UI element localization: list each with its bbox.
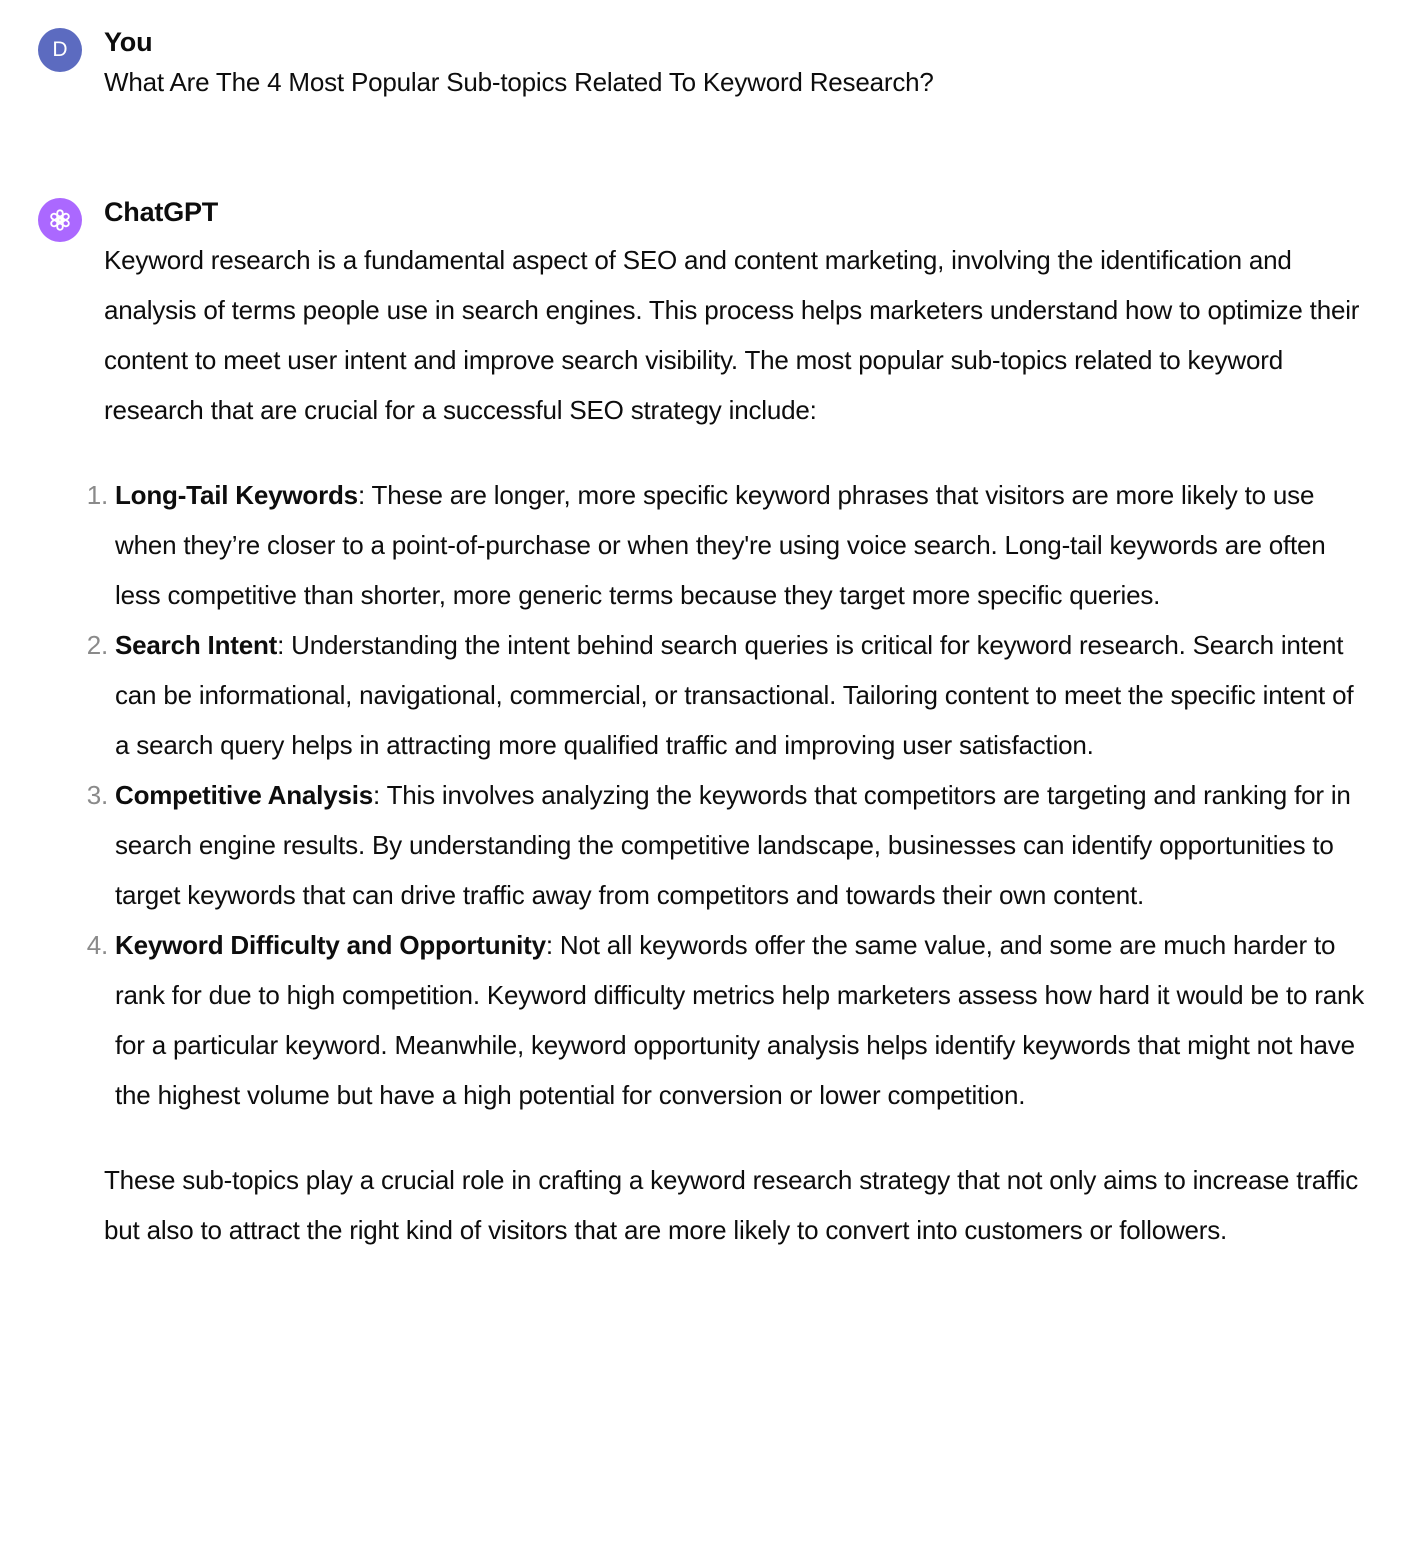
user-message-text: What Are The 4 Most Popular Sub-topics Related To Keyword Research? [104,67,934,97]
assistant-message-turn [38,192,1372,1255]
list-item-number: 1. [86,480,108,510]
user-message-turn [38,22,1372,102]
list-item-term: Long-Tail Keywords [115,480,358,510]
list-item [86,920,1372,1120]
list-item [86,770,1372,920]
list-item-number: 2. [86,630,108,660]
assistant-avatar [38,198,82,242]
list-item-text: : This involves analyzing the keywords that competitors are targeting and ranking for in search engine results. By understanding the competitive landscape, businesses can identify opportunities to target keywords that can drive traffic away from competitors and towards their own content. [115,780,1351,910]
openai-logo-icon [45,205,75,235]
user-message-content [104,22,1372,102]
list-item-text: : Not all keywords offer the same value, and some are much harder to rank for due to high competition. Keyword difficulty metrics help marketers assess how hard it would be to rank for a particular keyword. Meanwhile, keyword opportunity analysis helps identify keywords that might not have the highest volume but have a high potential for conversion or lower competition. [115,930,1365,1110]
intro-paragraph: Keyword research is a fundamental aspect of SEO and content marketing, involving the identification and analysis of terms people use in search engines. This process helps marketers understand how to optimize their content to meet user intent and improve search visibility. The most popular sub-topics related to keyword research that are crucial for a successful SEO strategy include: [104,245,1360,425]
user-avatar-letter: D [52,38,68,61]
list-item-text: : These are longer, more specific keyword phrases that visitors are more likely to use when they’re closer to a point-of-purchase or when they're using voice search. Long-tail keywords are often less competitive than shorter, more generic terms because they target more specific queries. [115,480,1326,610]
list-item [86,620,1372,770]
user-author-name: You [104,27,153,57]
list-item-number: 4. [86,930,108,960]
list-item-term: Search Intent [115,630,278,660]
list-item-number: 3. [86,780,108,810]
user-avatar [38,28,82,72]
list-item-term: Keyword Difficulty and Opportunity [115,930,546,960]
assistant-author-name: ChatGPT [104,197,219,227]
list-item-text: : Understanding the intent behind search queries is critical for keyword research. Search intent can be informational, navigational, commercial, or transactional. Tailoring content to meet the specific intent of a search query helps in attracting more qualified traffic and improving user satisfaction. [115,630,1354,760]
list-item [86,470,1372,620]
list-item-term: Competitive Analysis [115,780,374,810]
assistant-message-content [86,192,1372,1255]
outro-paragraph: These sub-topics play a crucial role in crafting a keyword research strategy that not only aims to increase traffic but also to attract the right kind of visitors that are more likely to convert into customers or followers. [104,1165,1358,1245]
subtopics-list [86,470,1372,1120]
